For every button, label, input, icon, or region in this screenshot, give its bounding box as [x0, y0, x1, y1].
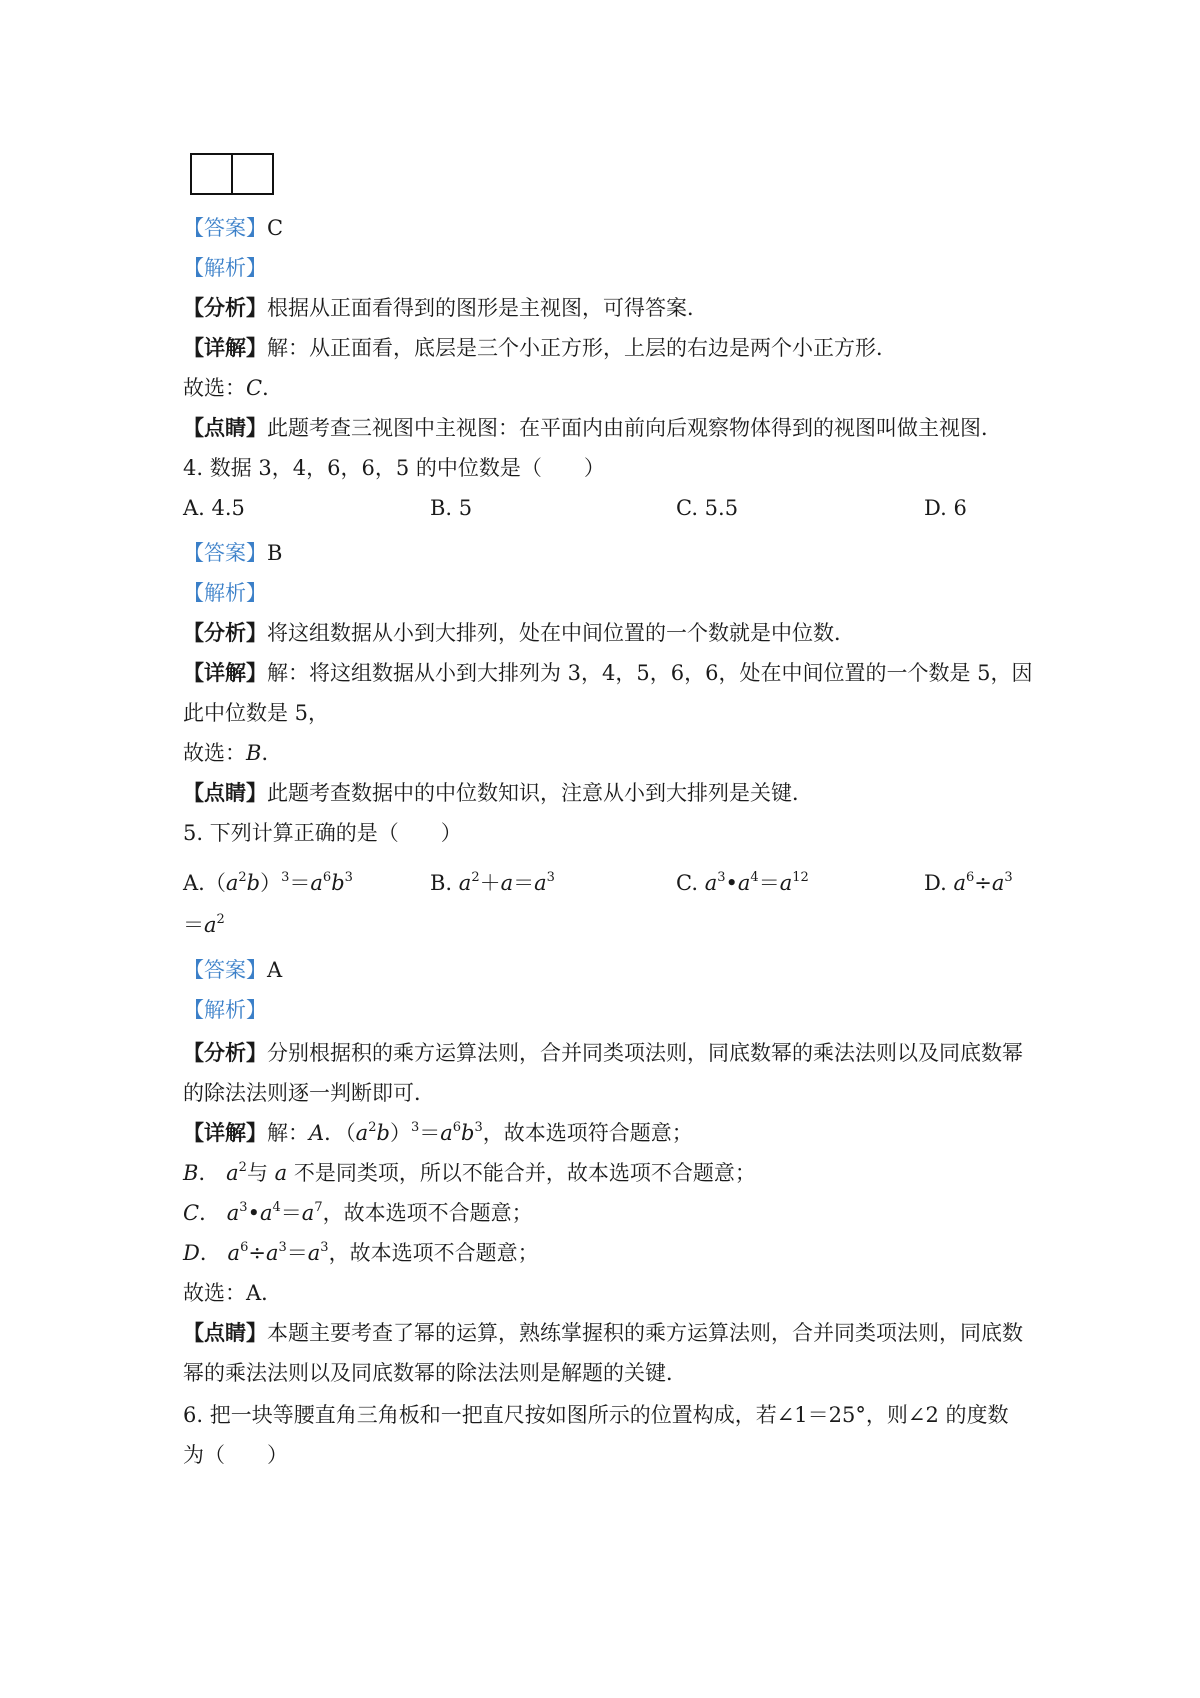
q5-xiangjie-b: B． $a^2$与 a 不是同类项，所以不能合并，故本选项不合题意；	[183, 1160, 756, 1185]
xiangjie-b-mid: 与	[246, 1161, 268, 1185]
xiangjie-text: 解：从正面看，底层是三个小正方形，上层的右边是两个小正方形．	[267, 336, 897, 360]
fenxi-text: 将这组数据从小到大排列，处在中间位置的一个数就是中位数．	[267, 621, 855, 645]
q5-fenxi-line	[183, 1038, 1023, 1068]
q5-option-a: $A.(a^2b)^3=a^6b^3$	[183, 870, 353, 895]
q5-option-b-label: B.	[430, 871, 453, 895]
q5-option-d: D. $a^6\div a^3$	[924, 870, 1013, 895]
q4-option-d: D. 6	[924, 496, 967, 520]
q6-stem: 6. 把一块等腰直角三角板和一把直尺按如图所示的位置构成，若∠1＝25°，则∠2 的度数	[183, 1403, 1009, 1427]
fenxi-tag: 【分析】	[183, 295, 267, 320]
q3-analysis-line	[183, 253, 267, 283]
q4-xiangjie-line	[183, 658, 1033, 688]
answer-tag: 【答案】	[183, 541, 267, 565]
answer-tag: 【答案】	[183, 958, 267, 982]
choice-suffix: ．	[262, 376, 284, 400]
q5-stem: 5. 下列计算正确的是（ ）	[183, 821, 462, 845]
q5-option-c: C. $a^3•a^4=a^{12}$	[676, 870, 809, 895]
q5-xiangjie-c: C． $a^3•a^4=a^7$，故本选项不合题意；	[183, 1200, 533, 1225]
q5-xiangjie-d: D． $a^6\div a^3=a^3$，故本选项不合题意；	[183, 1240, 539, 1265]
q4-answer-line	[183, 538, 282, 568]
q3-dianjing-line	[183, 413, 1002, 443]
figure-square-left	[190, 153, 233, 195]
dianjing-text: 本题主要考查了幂的运算，熟练掌握积的乘方运算法则，合并同类项法则，同底数	[267, 1321, 1023, 1345]
q3-choice-line	[183, 373, 283, 403]
xiangjie-prefix: 解：	[267, 1121, 309, 1145]
xiangjie-tag: 【详解】	[183, 660, 267, 685]
choice-prefix: 故选：	[183, 376, 246, 400]
q5-option-d-label: D.	[924, 871, 947, 895]
answer-value: C	[267, 216, 284, 240]
analysis-tag: 【解析】	[183, 581, 267, 605]
q4-stem: 4. 数据 3，4，6，6，5 的中位数是（ ）	[183, 456, 605, 480]
q4-option-c: C. 5.5	[676, 496, 739, 520]
answer-value: B	[267, 541, 283, 565]
q5-option-b: B. $a^2+a=a^3$	[430, 870, 555, 895]
xiangjie-text: 解：将这组数据从小到大排列为 3，4，5，6，6，处在中间位置的一个数是 5，因	[267, 661, 1033, 685]
fenxi-text: 根据从正面看得到的图形是主视图，可得答案．	[267, 296, 708, 320]
q5-option-d-continued: $=a^2$	[183, 912, 225, 937]
xiangjie-tag: 【详解】	[183, 335, 267, 360]
xiangjie-a-note: ，故本选项符合题意；	[482, 1121, 693, 1145]
choice-prefix: 故选：	[183, 741, 246, 765]
q4-xiangjie-line-2: 此中位数是 5，	[183, 701, 330, 725]
q5-analysis-line	[183, 995, 267, 1025]
xiangjie-c-note: ，故本选项不合题意；	[322, 1201, 533, 1225]
q4-option-a: A. 4.5	[183, 496, 245, 520]
analysis-tag: 【解析】	[183, 998, 267, 1022]
q5-xiangjie-a: 【详解】解：A．$(a^2b)^3=a^6b^3$，故本选项符合题意；	[183, 1120, 693, 1145]
q4-analysis-line	[183, 578, 267, 608]
q4-option-b: B. 5	[430, 496, 473, 520]
q6-stem-2: 为（ ）	[183, 1443, 288, 1467]
dianjing-text: 此题考查三视图中主视图：在平面内由前向后观察物体得到的视图叫做主视图．	[267, 416, 1002, 440]
q5-option-a-label: A.	[183, 871, 205, 895]
choice-letter: C	[246, 376, 263, 400]
fenxi-text: 分别根据积的乘方运算法则，合并同类项法则，同底数幂的乘法法则以及同底数幂	[267, 1041, 1023, 1065]
q3-xiangjie-line	[183, 333, 897, 363]
q5-option-c-label: C.	[676, 871, 698, 895]
choice-letter: B	[246, 741, 262, 765]
xiangjie-tag: 【详解】	[183, 1120, 267, 1145]
dianjing-tag: 【点睛】	[183, 415, 267, 440]
fenxi-tag: 【分析】	[183, 620, 267, 645]
dianjing-tag: 【点睛】	[183, 1320, 267, 1345]
q4-fenxi-line	[183, 618, 855, 648]
q5-dianjing-line	[183, 1318, 1023, 1348]
q5-choice-line: 故选：A．	[183, 1281, 283, 1305]
q5-answer-line	[183, 955, 282, 985]
xiangjie-d-note: ，故本选项不合题意；	[328, 1241, 539, 1265]
analysis-tag: 【解析】	[183, 256, 267, 280]
xiangjie-b-note: 不是同类项，所以不能合并，故本选项不合题意；	[293, 1161, 756, 1185]
choice-suffix: ．	[261, 741, 283, 765]
figure-square-right	[231, 153, 274, 195]
dianjing-tag: 【点睛】	[183, 780, 267, 805]
q5-dianjing-line-2: 幂的乘法法则以及同底数幂的除法法则是解题的关键．	[183, 1361, 687, 1385]
q5-fenxi-line-2: 的除法法则逐一判断即可．	[183, 1081, 435, 1105]
q4-dianjing-line	[183, 778, 813, 808]
dianjing-text: 此题考查数据中的中位数知识，注意从小到大排列是关键．	[267, 781, 813, 805]
q4-choice-line	[183, 738, 282, 768]
q3-answer-line	[183, 213, 283, 243]
fenxi-tag: 【分析】	[183, 1040, 267, 1065]
answer-value: A	[267, 958, 283, 982]
q3-fenxi-line	[183, 293, 708, 323]
answer-tag: 【答案】	[183, 216, 267, 240]
